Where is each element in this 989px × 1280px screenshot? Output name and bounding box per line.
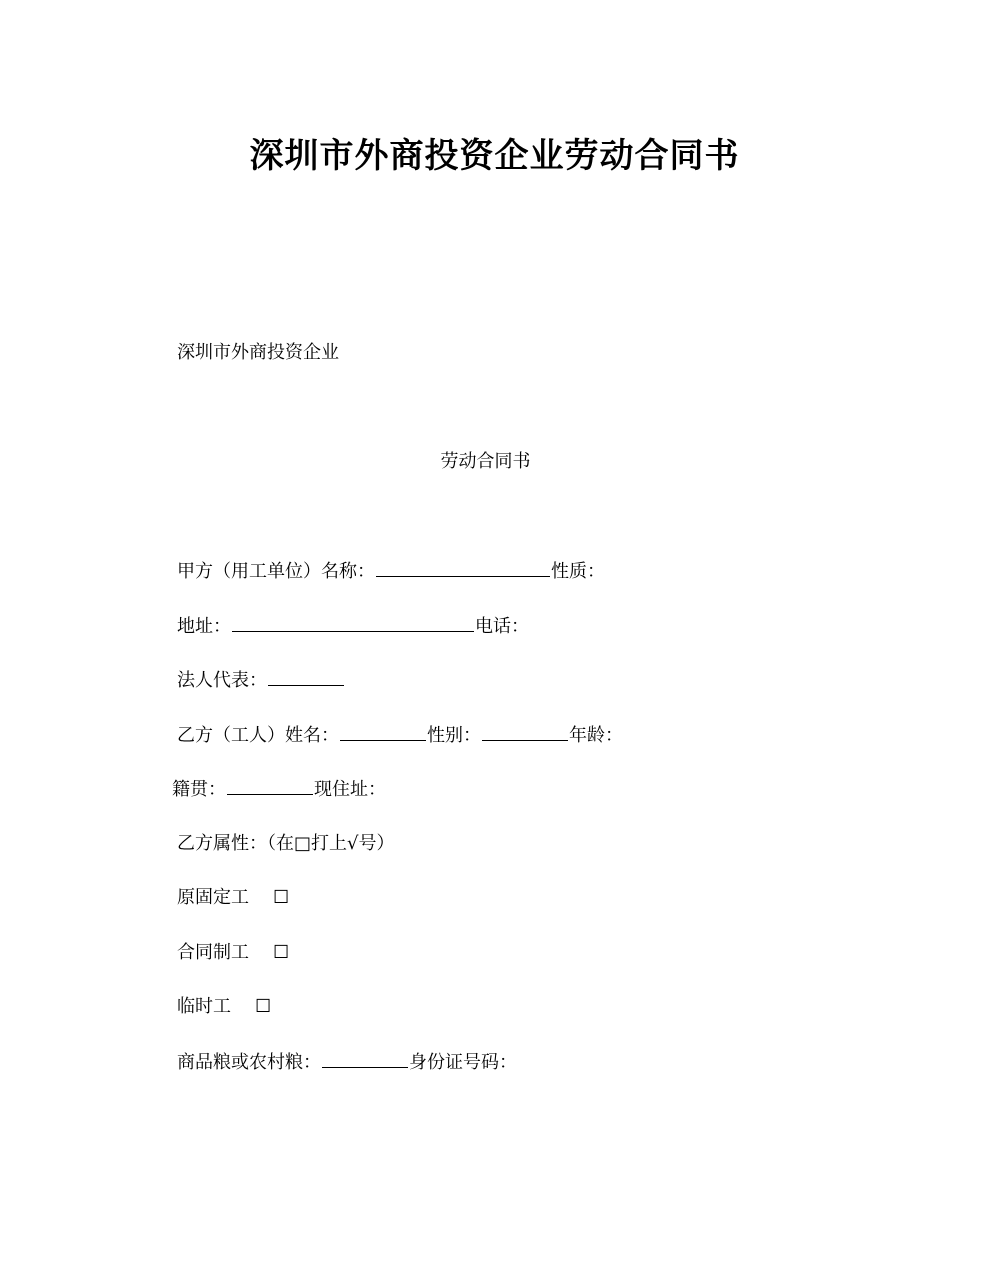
- party-a-name-blank[interactable]: [376, 558, 550, 577]
- legal-rep-row: [177, 667, 345, 694]
- current-address-label: 现住址：: [314, 779, 386, 800]
- address-blank[interactable]: [232, 613, 474, 632]
- address-row: [177, 613, 529, 640]
- party-b-name-blank[interactable]: [340, 722, 426, 741]
- option-label: 原固定工: [177, 887, 249, 908]
- subheading-company-type: 深圳市外商投资企业: [177, 342, 339, 363]
- option-row-contract-worker: [177, 940, 289, 966]
- party-b-name-row: [177, 722, 623, 749]
- address-label: 地址：: [177, 616, 231, 637]
- native-place-label: 籍贯：: [172, 779, 226, 800]
- option-row-temporary-worker: [177, 994, 271, 1020]
- age-label: 年龄：: [569, 725, 623, 746]
- gender-label: 性别：: [427, 725, 481, 746]
- id-number-label: 身份证号码：: [409, 1052, 517, 1073]
- checkbox-icon[interactable]: ☐: [273, 887, 290, 908]
- checkbox-icon[interactable]: ☐: [273, 942, 290, 963]
- native-place-blank[interactable]: [227, 776, 313, 795]
- subheading-contract: 劳动合同书: [440, 451, 531, 472]
- option-row-fixed-worker: [177, 885, 289, 911]
- party-b-name-label: 乙方（工人）姓名：: [177, 725, 339, 746]
- grain-type-blank[interactable]: [322, 1049, 408, 1068]
- party-a-nature-label: 性质：: [551, 561, 605, 582]
- party-a-name-row: [177, 558, 605, 585]
- document-title: 深圳市外商投资企业劳动合同书: [249, 136, 740, 176]
- option-label: 临时工: [177, 996, 231, 1017]
- grain-id-row: [177, 1049, 517, 1076]
- party-a-name-label: 甲方（用工单位）名称：: [177, 561, 375, 582]
- checkbox-icon[interactable]: ☐: [255, 996, 272, 1017]
- option-label: 合同制工: [177, 942, 249, 963]
- party-b-attribute-row: 乙方属性：（在□打上√号）: [177, 833, 395, 854]
- legal-rep-label: 法人代表：: [177, 670, 267, 691]
- legal-rep-blank[interactable]: [268, 667, 344, 686]
- native-place-row: [172, 776, 386, 803]
- gender-blank[interactable]: [482, 722, 568, 741]
- phone-label: 电话：: [475, 616, 529, 637]
- grain-type-label: 商品粮或农村粮：: [177, 1052, 321, 1073]
